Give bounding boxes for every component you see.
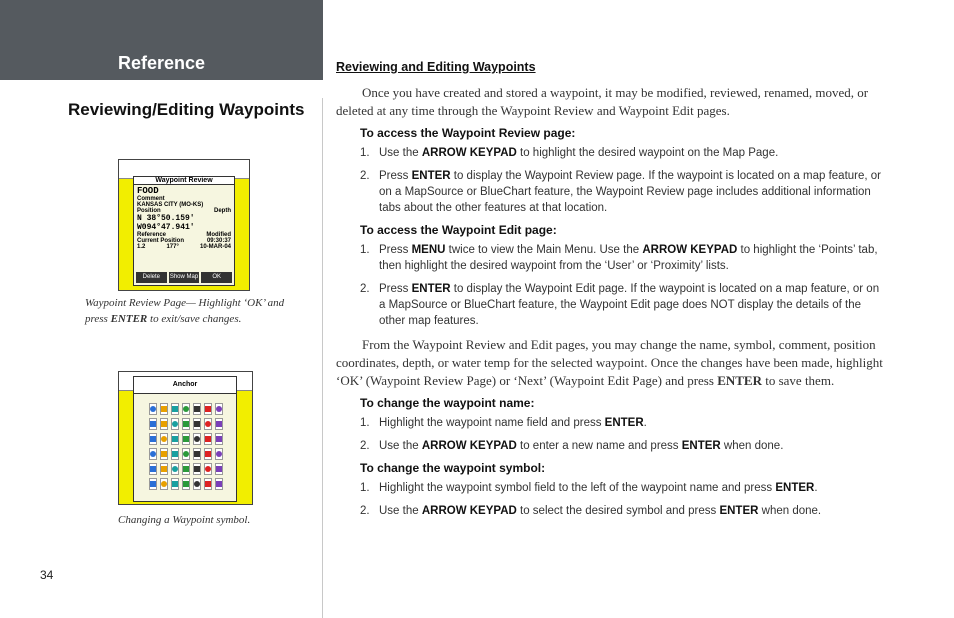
waypoint-symbol-icon [161,481,167,487]
waypoint-symbol-icon [183,436,189,442]
symbol-cell[interactable] [193,478,201,490]
symbol-cell[interactable] [193,463,201,475]
symbol-cell[interactable] [149,433,157,445]
comment-value: KANSAS CITY (MO-KS) [137,202,204,208]
current-position: Current Position [137,238,185,244]
waypoint-symbol-icon [216,436,222,442]
symbol-cell[interactable] [182,463,190,475]
symbol-cell[interactable] [160,463,168,475]
symbol-cell[interactable] [182,418,190,430]
position-lon: W094°47.941' [137,223,195,232]
section-tab-title: Reference [117,53,206,73]
waypoint-symbol-screenshot [118,371,253,505]
symbol-cell[interactable] [193,418,201,430]
comment-label: Comment [137,196,165,202]
waypoint-symbol-icon [194,451,200,457]
symbol-cell[interactable] [160,418,168,430]
waypoint-symbol-icon [183,481,189,487]
reference-label: Reference [137,232,167,238]
review-heading: To access the Waypoint Review page: [360,126,576,140]
waypoint-symbol-icon [161,466,167,472]
symbol-cell[interactable] [171,418,179,430]
symbol-cell[interactable] [204,463,212,475]
symbol-cell[interactable] [182,403,190,415]
name-heading: To change the waypoint name: [360,396,535,410]
symbol-cell[interactable] [149,463,157,475]
page-number: 34 [40,568,54,582]
waypoint-symbol-icon [205,421,211,427]
symbol-cell[interactable] [182,433,190,445]
symbol-cell[interactable] [215,418,223,430]
position-label: Position [137,208,161,214]
symbol-window [133,376,237,502]
waypoint-symbol-icon [150,406,156,412]
waypoint-symbol-icon [172,481,178,487]
symbol-heading: To change the waypoint symbol: [360,461,546,475]
waypoint-symbol-icon [194,481,200,487]
symbol-step: 1. Highlight the waypoint symbol field to the left of the waypoint name and press ENTER. [360,482,818,494]
symbol-cell[interactable] [215,463,223,475]
ok-button[interactable]: OK [201,272,232,283]
window-title: Waypoint Review [134,177,234,185]
column-divider [322,98,323,618]
symbol-cell[interactable] [182,478,190,490]
waypoint-symbol-icon [172,436,178,442]
symbol-cell[interactable] [149,418,157,430]
waypoint-symbol-icon [172,406,178,412]
waypoint-symbol-icon [172,451,178,457]
symbol-cell[interactable] [215,433,223,445]
waypoint-symbol-icon [161,406,167,412]
review-step: 2. Press ENTER to display the Waypoint Review page. If the waypoint is located on a map feature, or on a MapSource or BlueChart feature, the Waypoint Review page includes additional information tabs about the other features at that location. [360,170,882,214]
waypoint-symbol-icon [161,451,167,457]
waypoint-name: FOOD [137,186,159,196]
symbol-cell[interactable] [193,403,201,415]
waypoint-review-window [133,176,235,286]
waypoint-symbol-icon [216,406,222,412]
name-step: 1. Highlight the waypoint name field and press ENTER. [360,417,647,429]
waypoint-symbol-icon [216,451,222,457]
symbol-cell[interactable] [171,478,179,490]
symbol-grid [149,403,221,495]
modified-label: Modified [206,232,231,238]
symbol-cell[interactable] [215,448,223,460]
symbol-cell[interactable] [149,403,157,415]
waypoint-symbol-icon [205,481,211,487]
modified-time: 09:30:37 [206,238,231,244]
waypoint-symbol-icon [183,466,189,472]
waypoint-symbol-icon [150,466,156,472]
waypoint-symbol-icon [172,466,178,472]
symbol-cell[interactable] [204,403,212,415]
name-step: 2. Use the ARROW KEYPAD to enter a new name and press ENTER when done. [360,440,784,452]
waypoint-symbol-icon [194,466,200,472]
waypoint-symbol-icon [194,421,200,427]
edit-heading: To access the Waypoint Edit page: [360,223,557,237]
symbol-step: 2. Use the ARROW KEYPAD to select the desired symbol and press ENTER when done. [360,505,822,517]
edit-step: 1. Press MENU twice to view the Main Menu. Use the ARROW KEYPAD to highlight the ‘Points’ tab, then highlight the desired waypoint from the ‘User’ or ‘Proximity’ lists. [360,244,878,272]
figure1-caption-line1: Waypoint Review Page— Highlight ‘OK’ and [85,297,285,309]
waypoint-symbol-icon [161,436,167,442]
figure1-caption [85,295,295,327]
symbol-cell[interactable] [171,463,179,475]
depth-label: Depth [214,208,231,214]
symbol-cell[interactable] [204,478,212,490]
figure1-caption-pre: press [85,313,111,325]
waypoint-symbol-icon [161,421,167,427]
section-tab [0,0,323,80]
symbol-cell[interactable] [204,433,212,445]
modified-date: 10-MAR-04 [199,244,231,250]
symbol-cell[interactable] [215,403,223,415]
review-step: 1. Use the ARROW KEYPAD to highlight the desired waypoint on the Map Page. [360,147,779,159]
symbol-cell[interactable] [160,478,168,490]
waypoint-symbol-icon [216,481,222,487]
symbol-cell[interactable] [193,448,201,460]
symbol-cell[interactable] [160,448,168,460]
symbol-cell[interactable] [171,403,179,415]
waypoint-symbol-icon [205,406,211,412]
waypoint-review-screenshot [118,159,250,291]
symbol-cell[interactable] [171,433,179,445]
symbol-window-title: Anchor [134,377,236,394]
position-lat: N 38°50.159' [137,214,195,223]
symbol-cell[interactable] [204,448,212,460]
waypoint-symbol-icon [216,466,222,472]
waypoint-symbol-icon [205,466,211,472]
waypoint-symbol-icon [150,481,156,487]
right-column [336,60,888,526]
waypoint-symbol-icon [216,421,222,427]
waypoint-symbol-icon [194,436,200,442]
symbol-cell[interactable] [215,478,223,490]
delete-button[interactable]: Delete [136,272,167,283]
waypoint-symbol-icon [183,451,189,457]
symbol-cell[interactable] [149,478,157,490]
section-title: Reviewing and Editing Waypoints [336,60,536,74]
waypoint-symbol-icon [150,421,156,427]
waypoint-symbol-icon [183,421,189,427]
waypoint-symbol-icon [150,436,156,442]
symbol-cell[interactable] [182,448,190,460]
waypoint-symbol-icon [172,421,178,427]
bearing: 177° [166,244,179,250]
edit-step: 2. Press ENTER to display the Waypoint Edit page. If the waypoint is located on a map feature, or on a MapSource or BlueChart feature, the Waypoint Edit page does NOT display the details of the other map features. [360,283,880,327]
symbol-cell[interactable] [160,403,168,415]
intro-paragraph: Once you have created and stored a waypoint, it may be modified, reviewed, renamed, moved, or deleted at any time through the Waypoint Review and Waypoint Edit pages. [336,85,869,118]
waypoint-symbol-icon [183,406,189,412]
symbol-cell[interactable] [193,433,201,445]
distance: 1.2 [137,244,146,250]
figure2-caption: Changing a Waypoint symbol. [118,514,251,526]
left-heading: Reviewing/Editing Waypoints [68,100,305,119]
figure1-caption-post: to exit/save changes. [147,313,242,325]
show-map-button[interactable]: Show Map [169,272,200,283]
waypoint-symbol-icon [150,451,156,457]
figure1-caption-key: ENTER [110,313,148,325]
waypoint-symbol-icon [205,451,211,457]
symbol-cell[interactable] [149,448,157,460]
changes-paragraph: From the Waypoint Review and Edit pages, you may change the name, symbol, comment, position coordinates, depth, or water temp for the selected waypoint. Once the changes have been made, highlight ‘OK’ (Waypoint Review Page) or ‘Next’ (Waypoint Edit Page) and press ENTER to save them. [336,337,883,388]
symbol-cell[interactable] [160,433,168,445]
symbol-cell[interactable] [204,418,212,430]
waypoint-symbol-icon [205,436,211,442]
waypoint-symbol-icon [194,406,200,412]
symbol-cell[interactable] [171,448,179,460]
